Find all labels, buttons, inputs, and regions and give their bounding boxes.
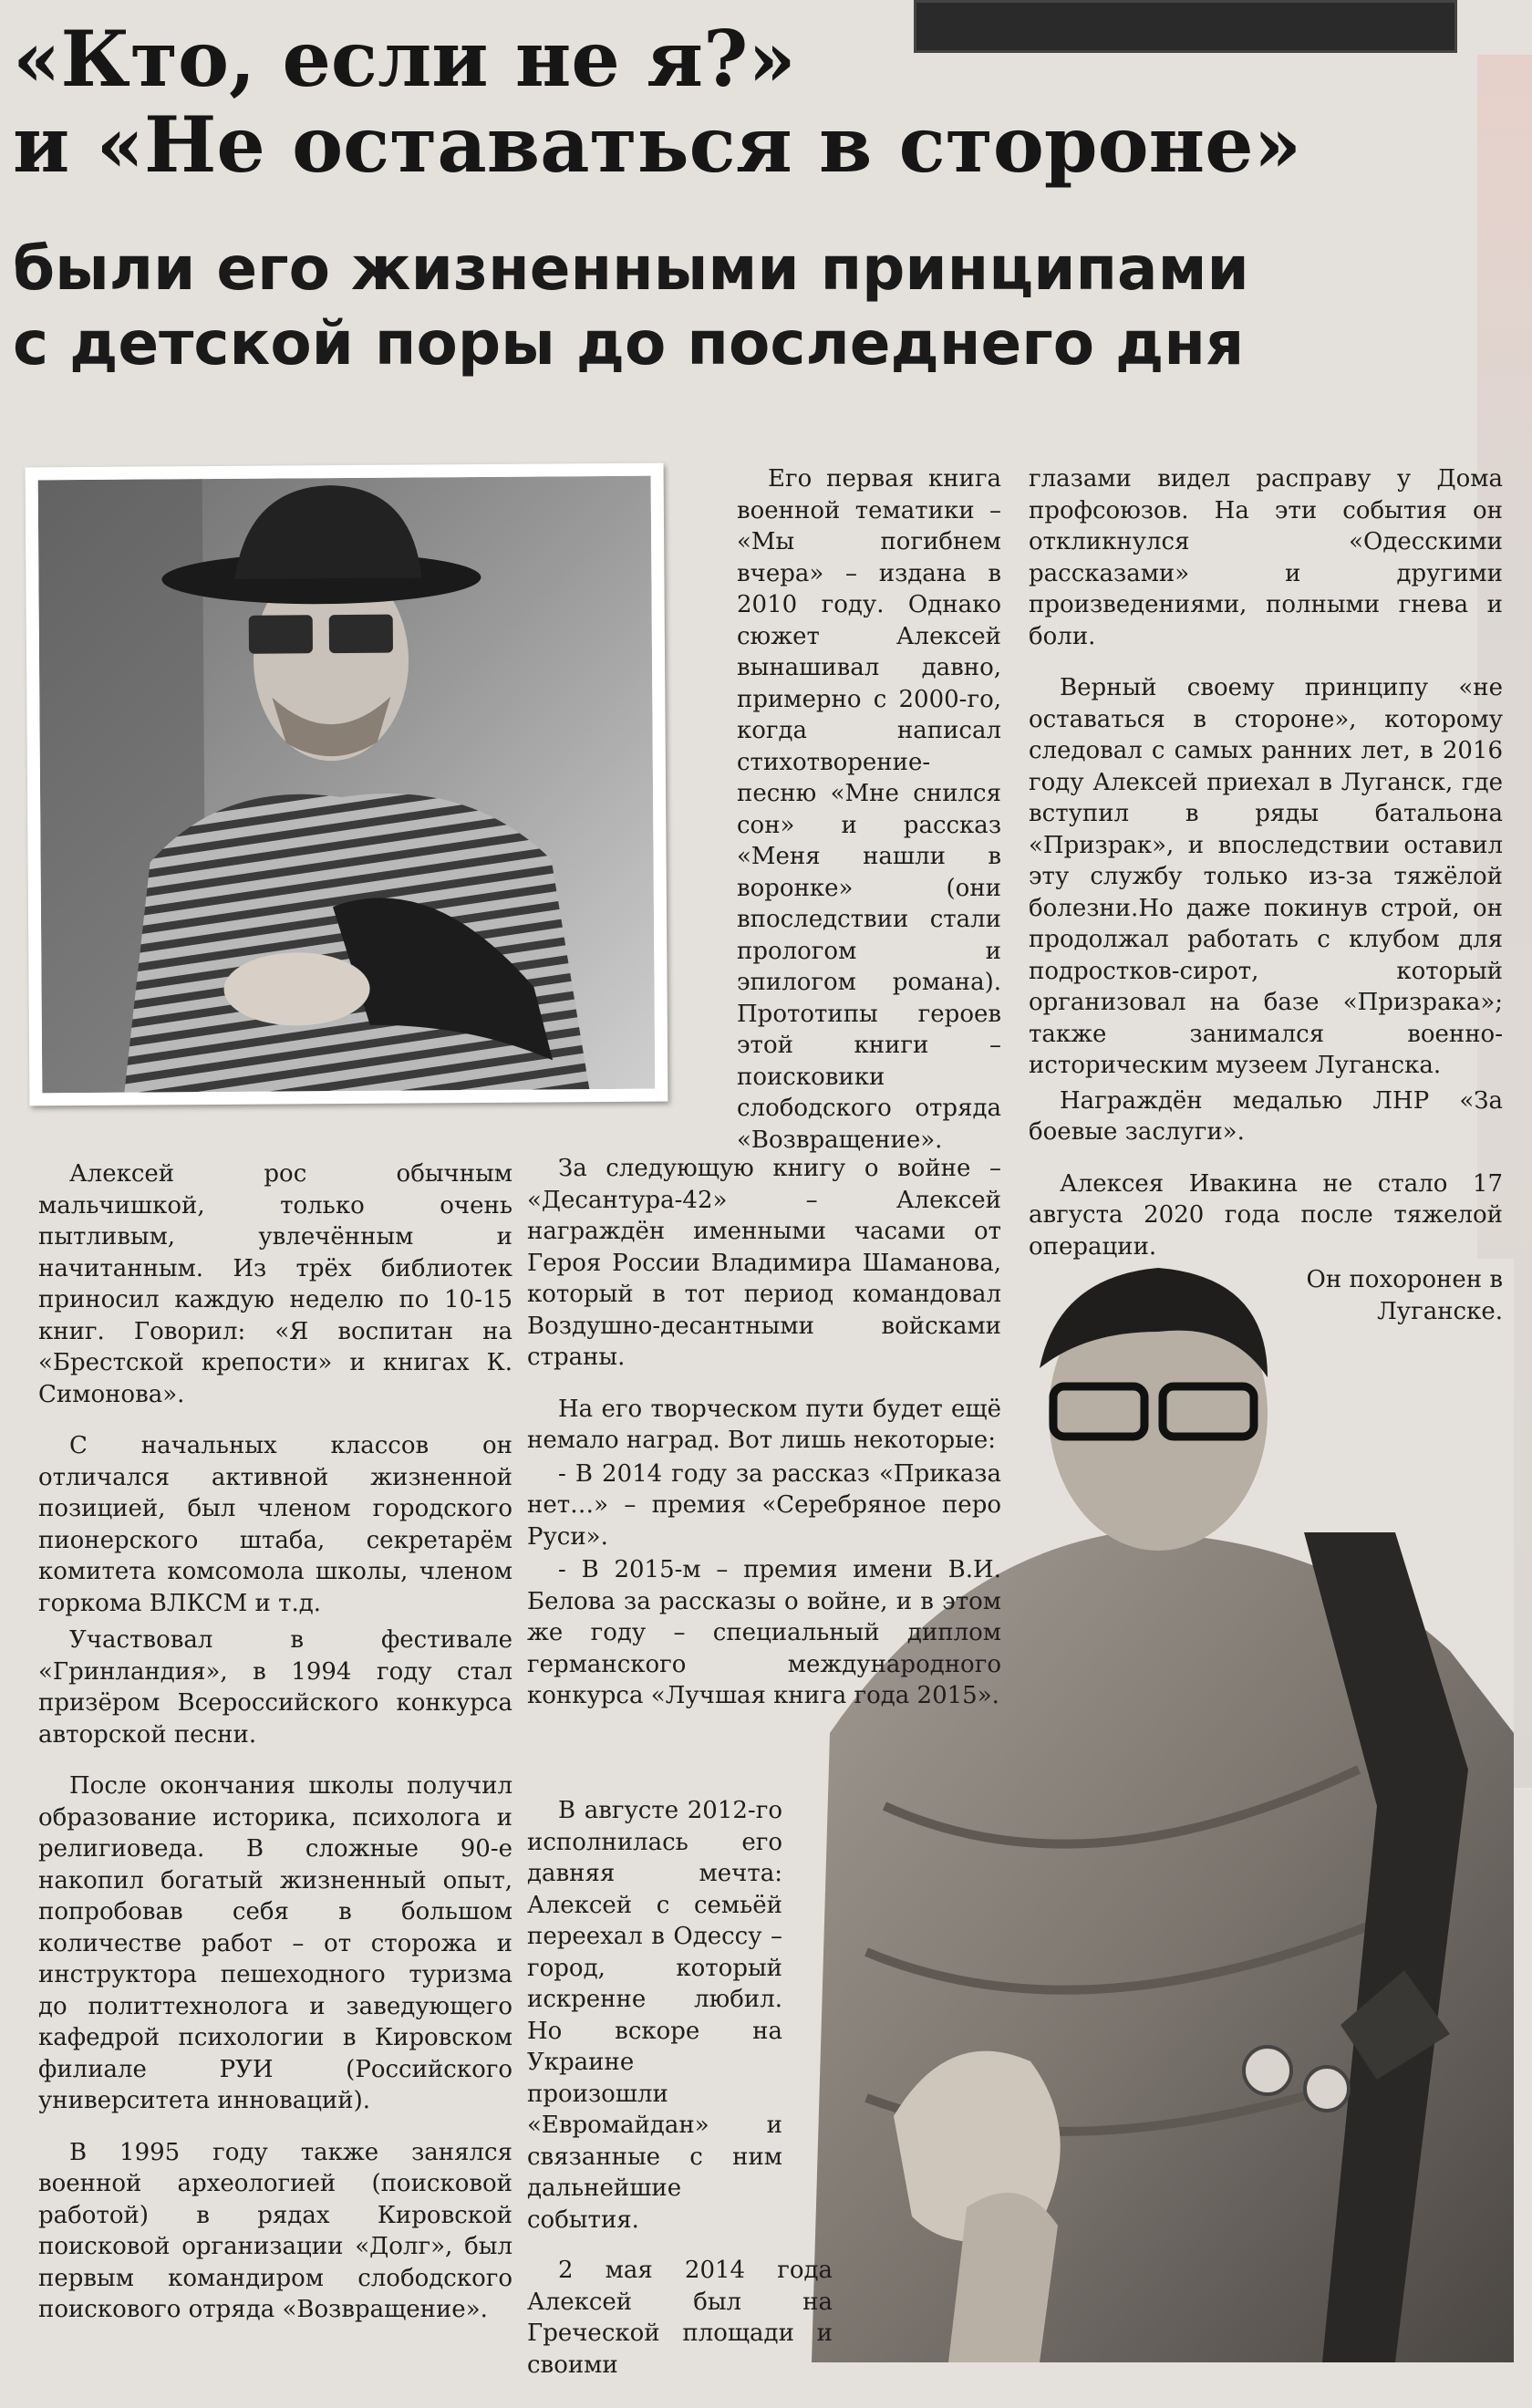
paragraph: Алексея Ивакина не стало 17 августа 2020 года после тяжелой операции. bbox=[1029, 1169, 1503, 1261]
paragraph: Он похоронен в Луганске. bbox=[1306, 1266, 1503, 1325]
headline-line-2: и «Не оставаться в стороне» bbox=[13, 99, 1302, 190]
paragraph: глазами видел расправу у Дома профсоюзов. На эти события он откликнулся «Одесскими рассказами» и другими произведениями, полными гнева и боли. bbox=[1029, 465, 1503, 650]
paragraph: - В 2014 году за рассказ «Приказа нет…» – премия «Серебряное перо Руси». bbox=[527, 1459, 1001, 1551]
subheadline bbox=[13, 232, 1463, 381]
paragraph: В августе 2012-го исполнилась его давняя мечта: Алексей с семьёй переехал в Одессу – город, который искренне любил. Но вскоре на Украине произошли «Евромайдан» и связанные с ним дальнейшие события. bbox=[527, 1797, 782, 2234]
paragraph: В 1995 году также занялся военной археологией (поисковой работой) в рядах Кировской поисковой организации «Долг», был первым командиром слободского поискового отряда «Возвращение». bbox=[38, 2138, 512, 2323]
paragraph: Его первая книга военной тематики – «Мы погибнем вчера» – издана в 2010 году. Однако сюжет Алексей вынашивал давно, примерно с 2000-го, когда написал стихотворение-песню «Мне снился сон» и рассказ «Меня нашли в воронке» (они впоследствии стали прологом и эпилогом романа). Прототипы героев этой книги – поисковики слободского отряда «Возвращение». bbox=[737, 465, 1001, 1154]
paragraph: За следующую книгу о войне – «Десантура-42» – Алексей награждён именными часами от Героя России Владимира Шаманова, который в тот период командовал Воздушно-десантными войсками страны. bbox=[527, 1155, 1001, 1371]
article-column-3 bbox=[1029, 463, 1503, 1347]
paragraph: Верный своему принципу «не оставаться в стороне», которому следовал с самых ранних лет, в 2016 году Алексей приехал в Луганск, где вступил в ряды батальона «Призрак», и впоследствии оставил эту службу только из-за тяжёлой болезни.Но даже покинув строй, он продолжал работать с клубом для подростков-сирот, который организовал на базе «Призрака»; также занимался военно-историческим музеем Луганска. bbox=[1029, 674, 1503, 1079]
subheadline-line-1: были его жизненными принципами bbox=[13, 234, 1249, 304]
headline bbox=[13, 16, 1463, 188]
paragraph: На его творческом пути будет ещё немало наград. Вот лишь некоторые: bbox=[527, 1395, 1001, 1454]
photo-portrait-hat bbox=[26, 463, 668, 1106]
subheadline-line-2: с детской поры до последнего дня bbox=[13, 308, 1245, 379]
paragraph: 2 мая 2014 года Алексей был на Греческой площади и своими bbox=[527, 2257, 833, 2379]
paragraph: Участвовал в фестивале «Гринландия», в 1994 году стал призёром Всероссийского конкурса авторской песни. bbox=[38, 1626, 512, 1749]
article-column-1 bbox=[38, 1158, 786, 2346]
article-column-2-top bbox=[737, 463, 1001, 1176]
paragraph: Алексей рос обычным мальчишкой, только очень пытливым, увлечённым и начитанным. Из трёх библиотек приносил каждую неделю по 10-15 книг. Говорил: «Я воспитан на «Брестской крепости» и книгах К. Симонова». bbox=[38, 1160, 512, 1408]
paragraph: После окончания школы получил образование историка, психолога и религиоведа. В сложные 90-е накопил богатый жизненный опыт, попробовав себя в большом количестве работ – от сторожа и инструктора пешеходного туризма до политтехнолога и заведующего кафедрой психологии в Кировском филиале РУИ (Российского университета инноваций). bbox=[38, 1772, 512, 2114]
paragraph: - В 2015-м – премия имени В.И. Белова за рассказы о войне, и в этом же году – специальный диплом германского международного конкурса «Лучшая книга года 2015». bbox=[527, 1556, 1001, 1709]
paragraph: С начальных классов он отличался активной жизненной позицией, был членом городского пионерского штаба, секретарём комитета комсомола школы, членом горкома ВЛКСМ и т.д. bbox=[38, 1432, 512, 1617]
photo-portrait-hat-image bbox=[38, 476, 656, 1094]
headline-line-1: «Кто, если не я?» bbox=[13, 14, 796, 104]
paragraph: Награждён медалью ЛНР «За боевые заслуги». bbox=[1029, 1086, 1503, 1146]
